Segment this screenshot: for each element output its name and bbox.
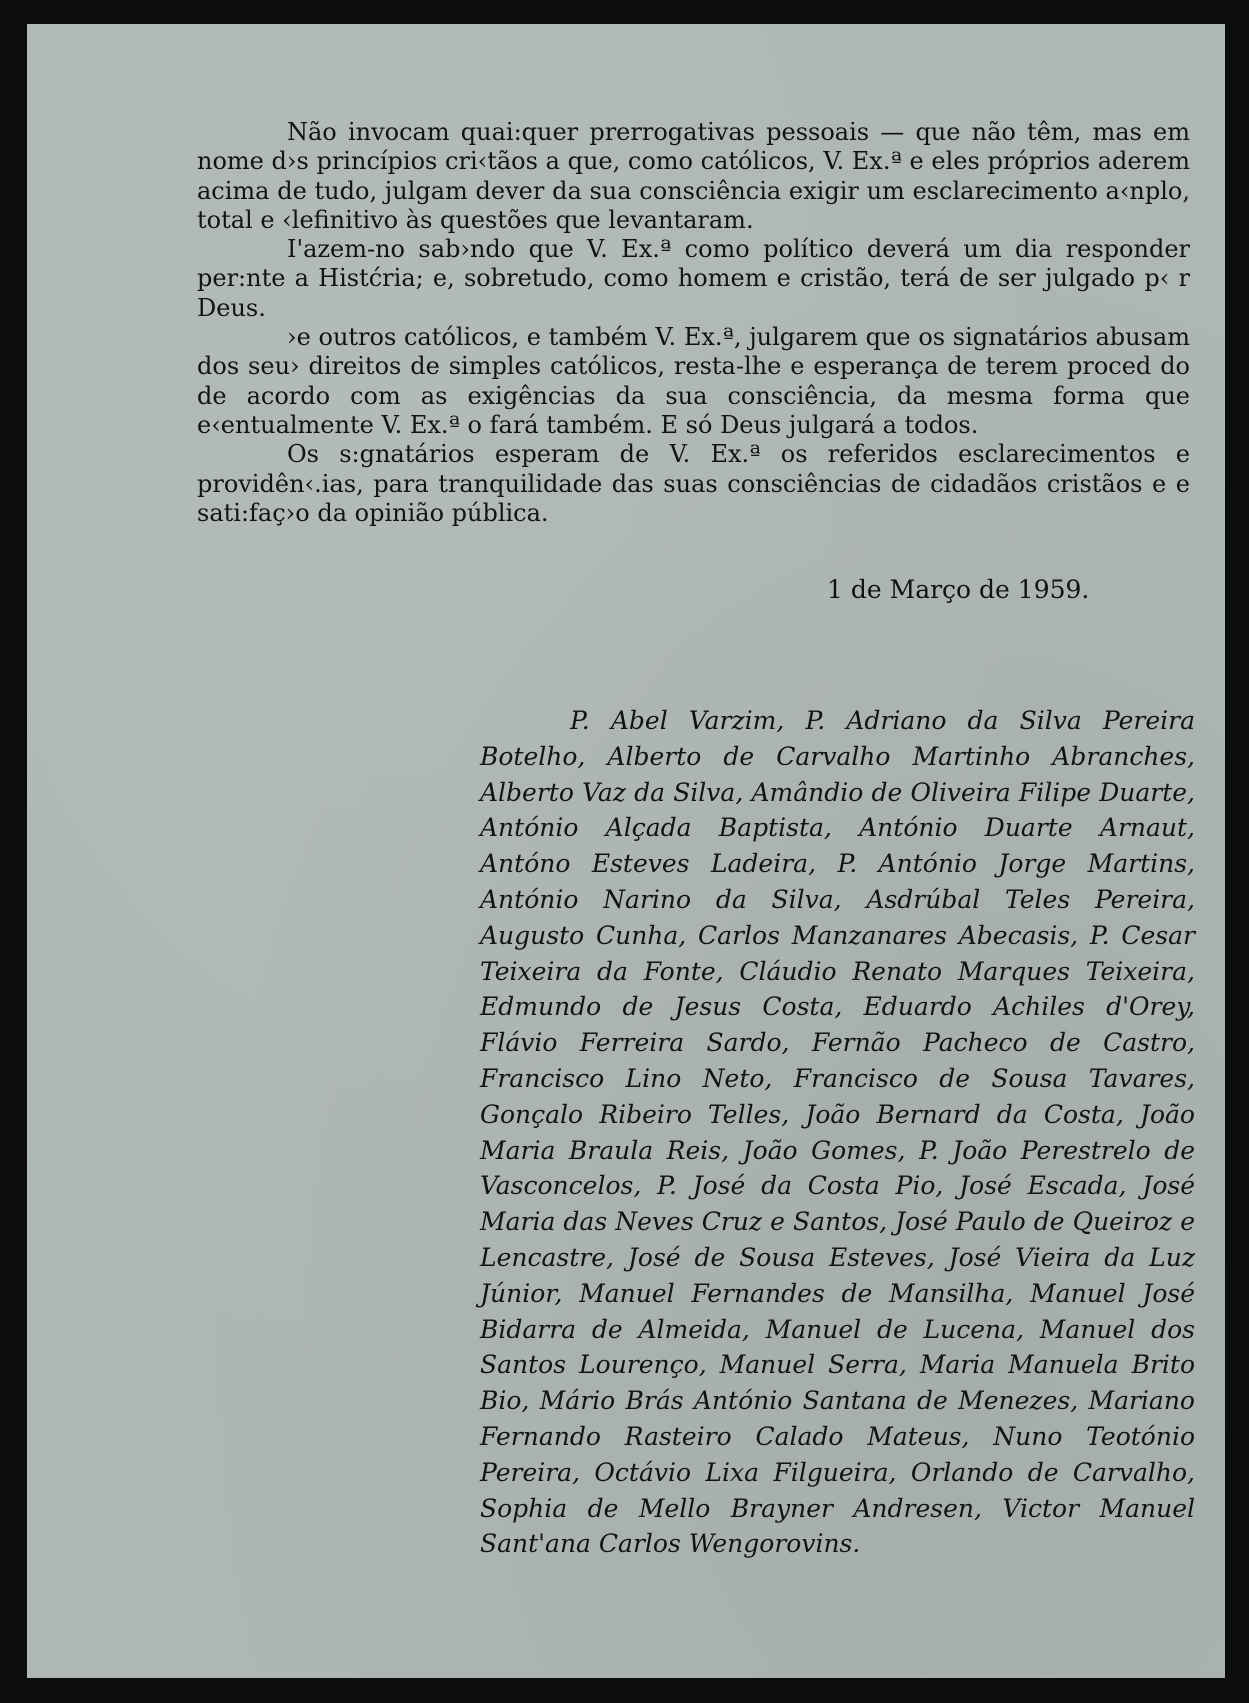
paragraph-3: ›e outros católicos, e também V. Ex.ª, julgarem que os signatários abusam dos seu› direitos de simples católicos, resta-lhe e esperança de terem proced do de acordo com as exigências da sua consciência, da mesma forma que e‹entualmente V. Ex.ª o fará também. E só Deus julgará a todos.	[197, 323, 1190, 439]
paragraph-4: Os s:gnatários esperam de V. Ex.ª os referidos esclarecimentos e providên‹.ias, para tranquilidade das suas consciências de cidadãos cristãos e e sati:faç›o da opinião pública.	[197, 440, 1190, 527]
letter-date: 1 de Março de 1959.	[827, 575, 1090, 604]
document-page	[27, 24, 1225, 1678]
signatories-list: P. Abel Varzim, P. Adriano da Silva Pereira Botelho, Alberto de Carvalho Martinho Abranches, Alberto Vaz da Silva, Amândio de Oliveira Filipe Duarte, António Alçada Baptista, António Duarte Arnaut, Antóno Esteves Ladeira, P. António Jorge Martins, António Narino da Silva, Asdrúbal Teles Pereira, Augusto Cunha, Carlos Manzanares Abecasis, P. Cesar Teixeira da Fonte, Cláudio Renato Marques Teixeira, Edmundo de Jesus Costa, Eduardo Achiles d'Orey, Flávio Ferreira Sardo, Fernão Pacheco de Castro, Francisco Lino Neto, Francisco de Sousa Tavares, Gonçalo Ribeiro Telles, João Bernard da Costa, João Maria Braula Reis, João Gomes, P. João Perestrelo de Vasconcelos, P. José da Costa Pio, José Escada, José Maria das Neves Cruz e Santos, José Paulo de Queiroz e Lencastre, José de Sousa Esteves, José Vieira da Luz Júnior, Manuel Fernandes de Mansilha, Manuel José Bidarra de Almeida, Manuel de Lucena, Manuel dos Santos Lourenço, Manuel Serra, Maria Manuela Brito Bio, Mário Brás António Santana de Menezes, Mariano Fernando Rasteiro Calado Mateus, Nuno Teotónio Pereira, Octávio Lixa Filgueira, Orlando de Carvalho, Sophia de Mello Brayner Andresen, Victor Manuel Sant'ana Carlos Wengorovins.	[480, 706, 1195, 1559]
letter-body	[197, 118, 1190, 528]
paragraph-2: I'azem-no sab›ndo que V. Ex.ª como político deverá um dia responder per:nte a Histćria; e, sobretudo, como homem e cristão, terá de ser julgado p‹ r Deus.	[197, 235, 1190, 322]
paragraph-1: Não invocam quai:quer prerrogativas pessoais — que não têm, mas em nome d›s princípios cri‹tãos a que, como católicos, V. Ex.ª e eles próprios aderem acima de tudo, julgam dever da sua consciência exigir um esclarecimento a‹nplo, total e ‹lefinitivo às questões que levantaram.	[197, 118, 1190, 234]
